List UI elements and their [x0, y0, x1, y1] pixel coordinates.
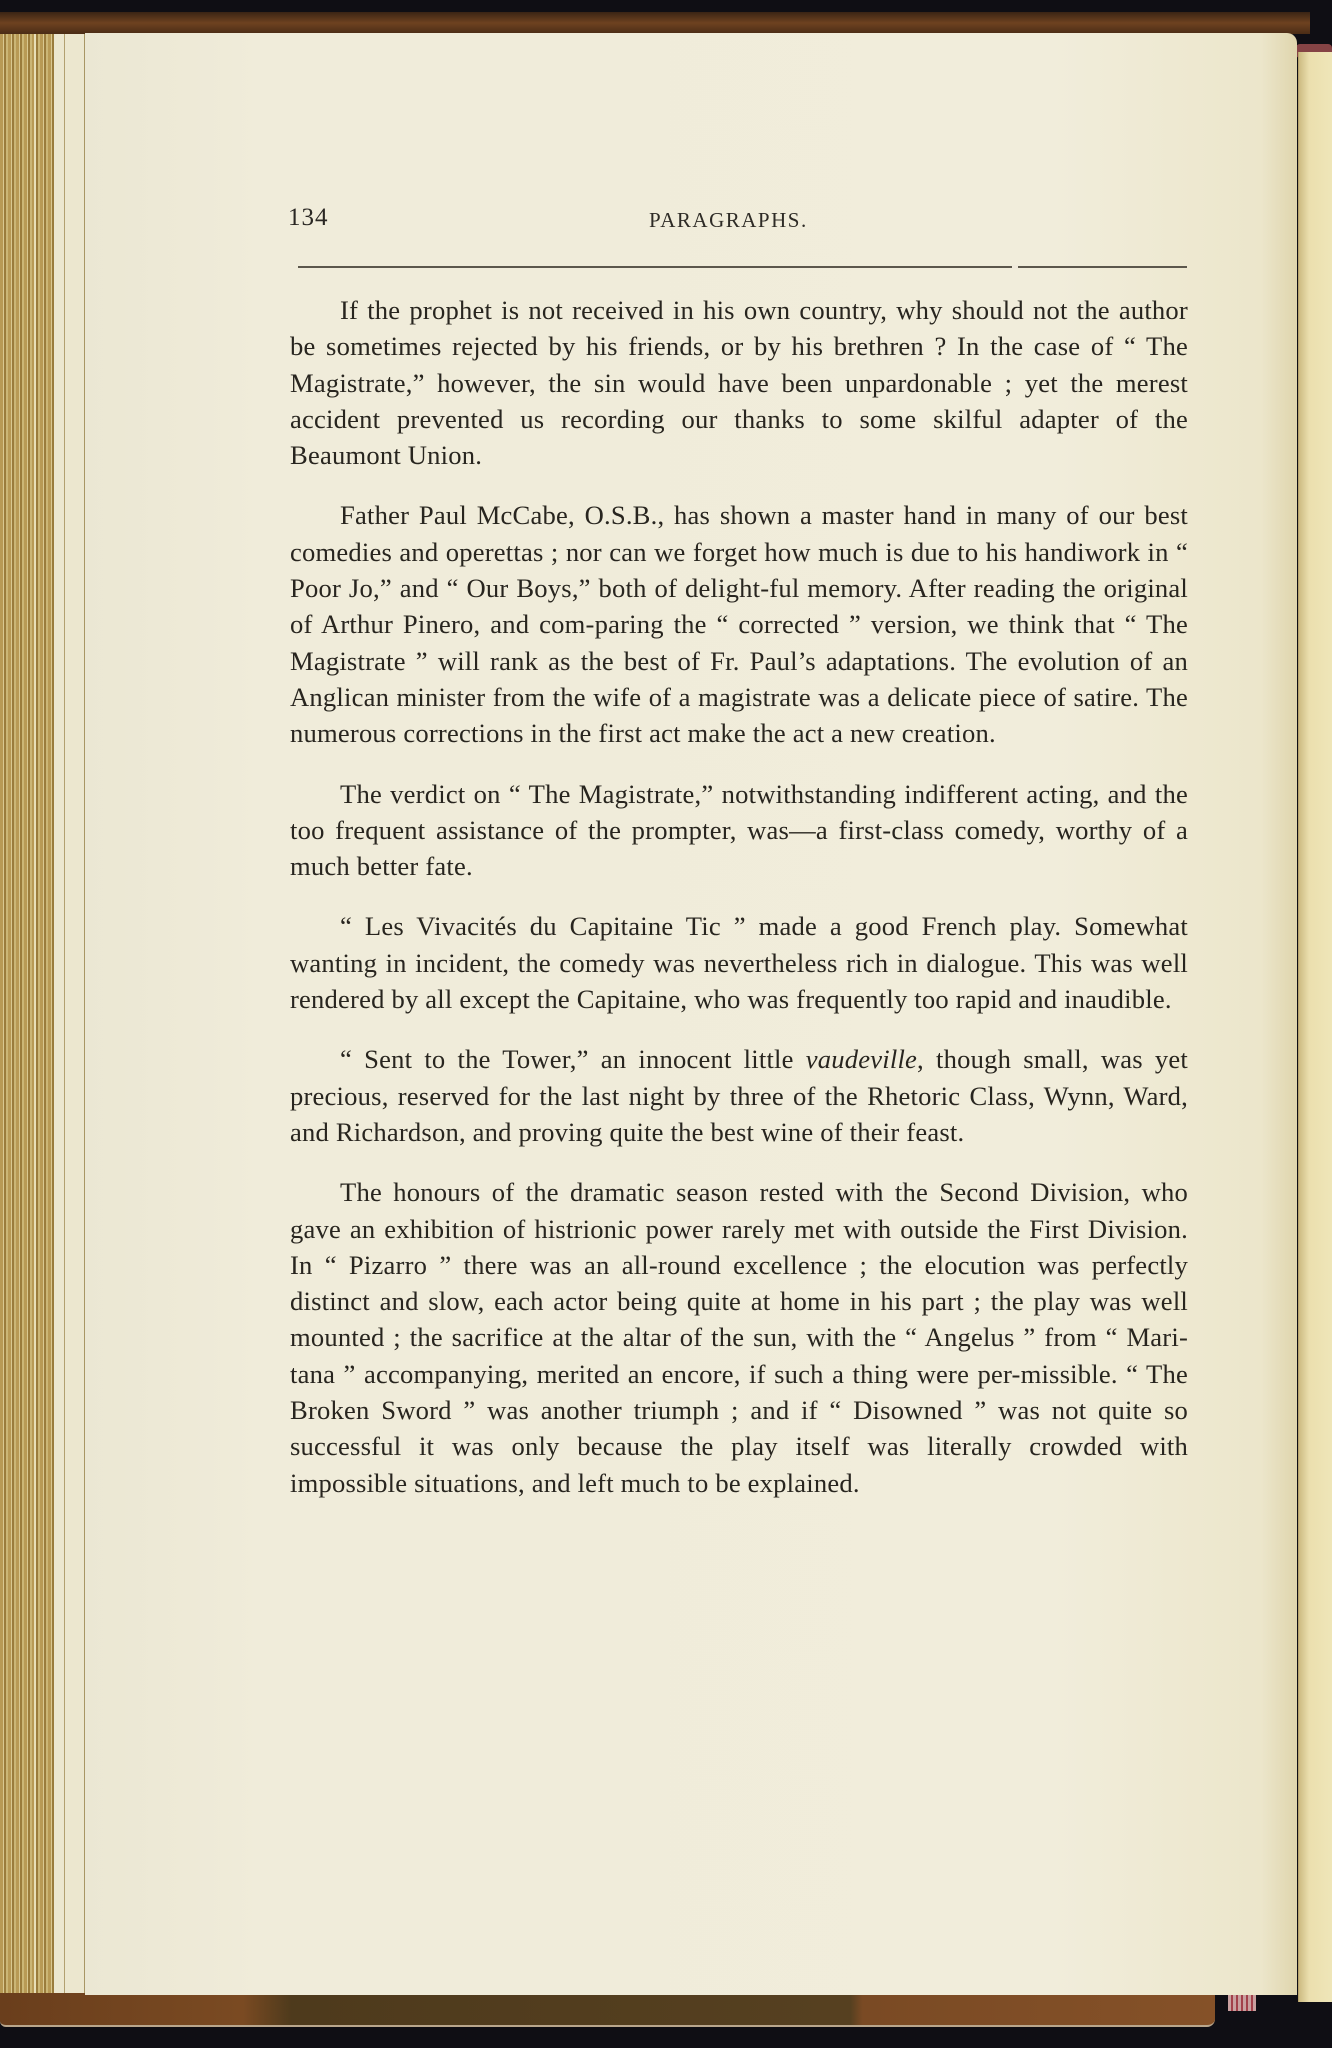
- bookmark-ribbon: [1228, 1995, 1256, 2011]
- paragraph: The verdict on “ The Magistrate,” notwithstanding indifferent acting, and the too frequent assistance of the prompter, was—a first-class comedy, worthy of a much better fate.: [290, 778, 1188, 882]
- paragraph-text: “ Sent to the Tower,” an innocent little: [340, 1044, 806, 1075]
- paragraph: The honours of the dramatic season rested with the Second Division, who gave an exhibition of histrionic power rarely met with outside the First Division. In “ Pizarro ” there was an all-round excellence ; the elocution was perfectly distinct and slow, each actor being quite at home in his part ; the play was well mounted ; the sacrifice at the altar of the sun, with the “ Angelus ” from “ Mari-tana ” accompanying, merited an encore, if such a thing were per-missible. “ The Broken Sword ” was another triumph ; and if “ Disowned ” was not quite so successful it was only because the play itself was literally crowded with impossible situations, and left much to be explained.: [290, 1177, 1188, 1498]
- facing-page-edge: [1298, 52, 1332, 2002]
- paragraph: If the prophet is not received in his own country, why should not the author be sometimes rejected by his friends, or by his brethren ? In the case of “ The Magistrate,” however, the sin would have been unpardonable ; yet the merest accident prevented us recording our thanks to some skilful adapter of the Beaumont Union.: [290, 295, 1188, 471]
- book-binding-bottom: [0, 1993, 1215, 2027]
- paragraph: Father Paul McCabe, O.S.B., has shown a master hand in many of our best comedies and operettas ; nor can we forget how much is due to his handiwork in “ Poor Jo,” and “ Our Boys,” both of delight-ful memory. After reading the original of Arthur Pinero, and com-paring the “ corrected ” version, we think that “ The Magistrate ” will rank as the best of Fr. Paul’s adaptations. The evolution of an Anglican minister from the wife of a magistrate was a delicate piece of satire. The numerous corrections in the first act make the act a new creation.: [290, 500, 1188, 749]
- previous-leaf-edge: [54, 34, 85, 1998]
- body-text: [290, 292, 1188, 1525]
- running-head: PARAGRAPHS.: [649, 208, 808, 232]
- page-number: 134: [288, 204, 329, 231]
- book-binding-top: [0, 12, 1310, 34]
- page-edge-divider: [34, 34, 36, 1998]
- paragraph: [290, 1041, 1188, 1150]
- gilt-page-edges: [0, 34, 54, 1998]
- header-rule-break: [1012, 265, 1018, 269]
- italic-term: vaudeville: [805, 1044, 918, 1075]
- paragraph: “ Les Vivacités du Capitaine Tic ” made a good French play. Somewhat wanting in incident, the comedy was nevertheless rich in dialogue. This was well rendered by all except the Capitaine, who was frequently too rapid and inaudible.: [290, 911, 1188, 1015]
- paragraph-text: , though small, was yet precious, reserved for the last night by three of the Rhetoric Class, Wynn, Ward, and Richardson, and proving quite the best wine of their feast.: [290, 1044, 1188, 1147]
- header-rule: [298, 266, 1187, 268]
